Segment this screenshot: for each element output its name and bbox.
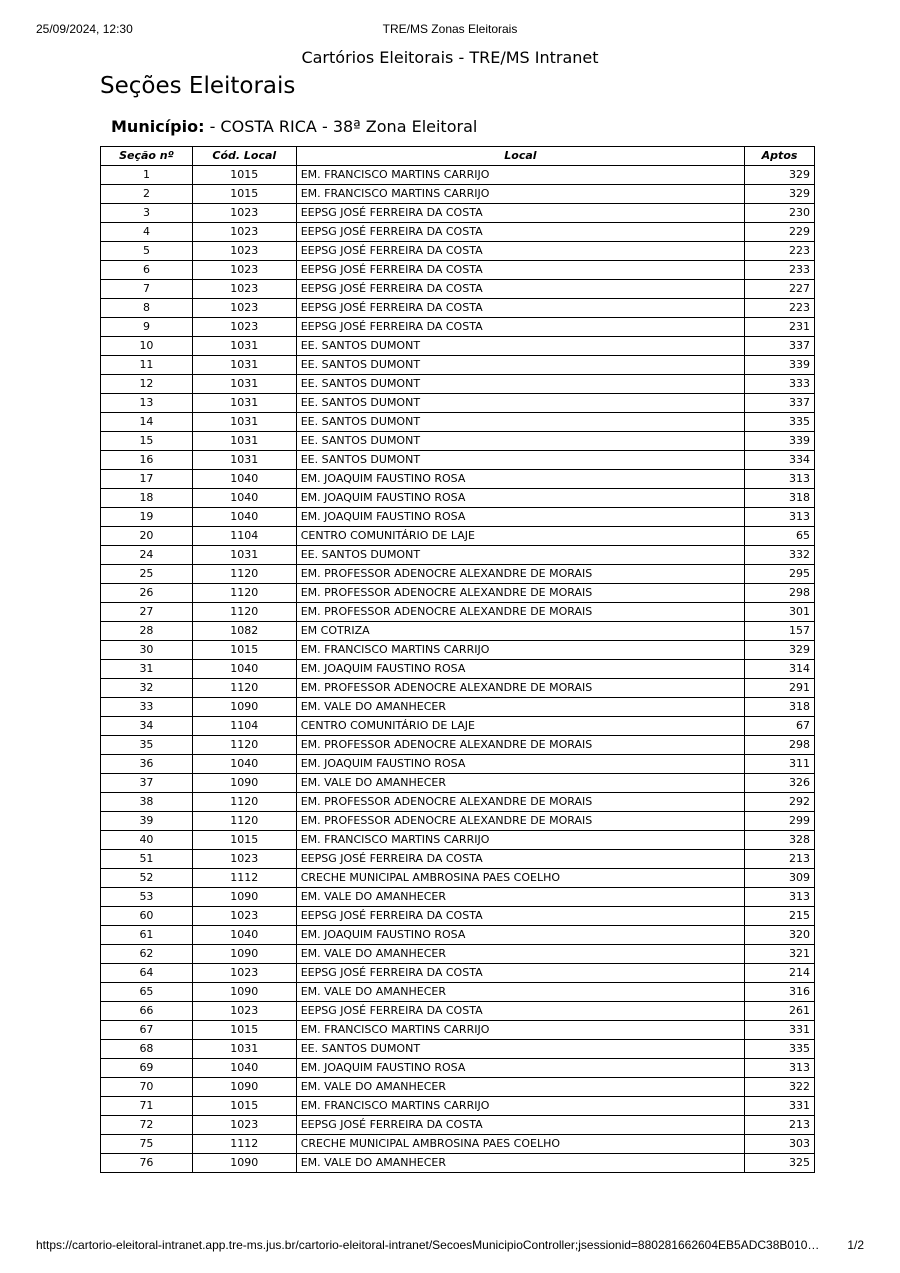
table-row [101, 736, 815, 755]
cell-cod-local: 1031 [192, 432, 296, 451]
table-body [101, 166, 815, 1173]
cell-local: EM. PROFESSOR ADENOCRE ALEXANDRE DE MORAIS [296, 565, 744, 584]
cell-secao: 12 [101, 375, 193, 394]
cell-aptos: 326 [745, 774, 815, 793]
cell-cod-local: 1112 [192, 869, 296, 888]
cell-cod-local: 1031 [192, 1040, 296, 1059]
cell-local: EM. JOAQUIM FAUSTINO ROSA [296, 470, 744, 489]
table-row [101, 641, 815, 660]
cell-aptos: 337 [745, 337, 815, 356]
cell-secao: 40 [101, 831, 193, 850]
cell-secao: 62 [101, 945, 193, 964]
cell-cod-local: 1090 [192, 1154, 296, 1173]
cell-secao: 34 [101, 717, 193, 736]
cell-local: EM. VALE DO AMANHECER [296, 698, 744, 717]
cell-aptos: 337 [745, 394, 815, 413]
header-local: Local [296, 147, 744, 166]
cell-secao: 38 [101, 793, 193, 812]
table-row [101, 717, 815, 736]
cell-local: EEPSG JOSÉ FERREIRA DA COSTA [296, 907, 744, 926]
municipio-value: - COSTA RICA - 38ª Zona Eleitoral [204, 117, 478, 136]
cell-local: EM. VALE DO AMANHECER [296, 1078, 744, 1097]
cell-aptos: 303 [745, 1135, 815, 1154]
cell-secao: 20 [101, 527, 193, 546]
cell-cod-local: 1040 [192, 470, 296, 489]
cell-secao: 9 [101, 318, 193, 337]
cell-cod-local: 1090 [192, 1078, 296, 1097]
cell-aptos: 339 [745, 356, 815, 375]
table-row [101, 831, 815, 850]
cell-cod-local: 1031 [192, 394, 296, 413]
table-row [101, 451, 815, 470]
municipio-line [111, 117, 477, 136]
cell-cod-local: 1040 [192, 508, 296, 527]
cell-aptos: 311 [745, 755, 815, 774]
cell-secao: 33 [101, 698, 193, 717]
cell-cod-local: 1040 [192, 1059, 296, 1078]
cell-secao: 13 [101, 394, 193, 413]
cell-aptos: 215 [745, 907, 815, 926]
cell-cod-local: 1090 [192, 888, 296, 907]
cell-local: EEPSG JOSÉ FERREIRA DA COSTA [296, 280, 744, 299]
cell-secao: 72 [101, 1116, 193, 1135]
cell-local: EE. SANTOS DUMONT [296, 337, 744, 356]
cell-secao: 37 [101, 774, 193, 793]
table-row [101, 812, 815, 831]
cell-secao: 28 [101, 622, 193, 641]
cell-cod-local: 1082 [192, 622, 296, 641]
table-row [101, 850, 815, 869]
table-row [101, 945, 815, 964]
table-row [101, 1135, 815, 1154]
table-row [101, 166, 815, 185]
cell-local: EM. VALE DO AMANHECER [296, 774, 744, 793]
cell-local: EE. SANTOS DUMONT [296, 375, 744, 394]
print-url: https://cartorio-eleitoral-intranet.app.tre-ms.jus.br/cartorio-eleitoral-intranet/SecoesMunicipioController;jsessionid=880281662604EB5ADC38B010… [36, 1238, 820, 1252]
page-title: Seções Eleitorais [100, 73, 296, 99]
cell-secao: 2 [101, 185, 193, 204]
cell-local: EM. PROFESSOR ADENOCRE ALEXANDRE DE MORAIS [296, 584, 744, 603]
cell-secao: 10 [101, 337, 193, 356]
cell-local: EE. SANTOS DUMONT [296, 356, 744, 375]
cell-local: EM. PROFESSOR ADENOCRE ALEXANDRE DE MORAIS [296, 736, 744, 755]
table-row [101, 1154, 815, 1173]
cell-cod-local: 1090 [192, 698, 296, 717]
cell-local: EM. VALE DO AMANHECER [296, 945, 744, 964]
cell-aptos: 331 [745, 1021, 815, 1040]
cell-local: EM. PROFESSOR ADENOCRE ALEXANDRE DE MORAIS [296, 679, 744, 698]
cell-aptos: 233 [745, 261, 815, 280]
cell-secao: 64 [101, 964, 193, 983]
cell-secao: 66 [101, 1002, 193, 1021]
cell-aptos: 314 [745, 660, 815, 679]
cell-cod-local: 1023 [192, 280, 296, 299]
cell-cod-local: 1104 [192, 717, 296, 736]
cell-local: EE. SANTOS DUMONT [296, 451, 744, 470]
cell-secao: 31 [101, 660, 193, 679]
cell-cod-local: 1023 [192, 318, 296, 337]
table-row [101, 185, 815, 204]
cell-secao: 7 [101, 280, 193, 299]
cell-cod-local: 1015 [192, 831, 296, 850]
cell-secao: 70 [101, 1078, 193, 1097]
cell-cod-local: 1031 [192, 546, 296, 565]
cell-local: EM. FRANCISCO MARTINS CARRIJO [296, 641, 744, 660]
cell-local: EEPSG JOSÉ FERREIRA DA COSTA [296, 261, 744, 280]
cell-cod-local: 1112 [192, 1135, 296, 1154]
municipio-label: Município: [111, 117, 205, 136]
cell-cod-local: 1120 [192, 679, 296, 698]
cell-local: EEPSG JOSÉ FERREIRA DA COSTA [296, 318, 744, 337]
cell-aptos: 329 [745, 641, 815, 660]
cell-cod-local: 1090 [192, 983, 296, 1002]
table-row [101, 280, 815, 299]
cell-cod-local: 1040 [192, 926, 296, 945]
cell-secao: 76 [101, 1154, 193, 1173]
cell-cod-local: 1090 [192, 945, 296, 964]
cell-cod-local: 1015 [192, 1021, 296, 1040]
cell-local: EEPSG JOSÉ FERREIRA DA COSTA [296, 204, 744, 223]
cell-aptos: 313 [745, 470, 815, 489]
cell-secao: 52 [101, 869, 193, 888]
cell-secao: 30 [101, 641, 193, 660]
cell-aptos: 331 [745, 1097, 815, 1116]
cell-aptos: 313 [745, 1059, 815, 1078]
print-header [36, 22, 864, 38]
cell-cod-local: 1023 [192, 242, 296, 261]
cell-secao: 25 [101, 565, 193, 584]
cell-local: EE. SANTOS DUMONT [296, 432, 744, 451]
cell-local: CENTRO COMUNITÁRIO DE LAJE [296, 717, 744, 736]
cell-aptos: 329 [745, 166, 815, 185]
header-secao: Seção nº [101, 147, 193, 166]
cell-secao: 11 [101, 356, 193, 375]
cell-cod-local: 1023 [192, 261, 296, 280]
cell-secao: 15 [101, 432, 193, 451]
cell-cod-local: 1015 [192, 1097, 296, 1116]
cell-aptos: 313 [745, 888, 815, 907]
cell-cod-local: 1120 [192, 812, 296, 831]
cell-cod-local: 1023 [192, 204, 296, 223]
cell-aptos: 223 [745, 299, 815, 318]
cell-aptos: 322 [745, 1078, 815, 1097]
table-row [101, 698, 815, 717]
table-row [101, 527, 815, 546]
cell-local: EM COTRIZA [296, 622, 744, 641]
table-row [101, 508, 815, 527]
table-row [101, 470, 815, 489]
table-row [101, 1078, 815, 1097]
table-row [101, 318, 815, 337]
cell-aptos: 309 [745, 869, 815, 888]
table-row [101, 622, 815, 641]
cell-local: EEPSG JOSÉ FERREIRA DA COSTA [296, 1116, 744, 1135]
cell-cod-local: 1023 [192, 850, 296, 869]
cell-local: EM. JOAQUIM FAUSTINO ROSA [296, 755, 744, 774]
table-row [101, 337, 815, 356]
cell-aptos: 261 [745, 1002, 815, 1021]
cell-local: EM. VALE DO AMANHECER [296, 888, 744, 907]
cell-local: CRECHE MUNICIPAL AMBROSINA PAES COELHO [296, 1135, 744, 1154]
table-row [101, 261, 815, 280]
cell-cod-local: 1015 [192, 185, 296, 204]
cell-cod-local: 1031 [192, 337, 296, 356]
cell-aptos: 334 [745, 451, 815, 470]
cell-secao: 5 [101, 242, 193, 261]
table-row [101, 660, 815, 679]
table-row [101, 869, 815, 888]
table-row [101, 774, 815, 793]
table-row [101, 1059, 815, 1078]
table-row [101, 489, 815, 508]
cell-aptos: 223 [745, 242, 815, 261]
table-header-row [101, 147, 815, 166]
cell-aptos: 329 [745, 185, 815, 204]
table-row [101, 1116, 815, 1135]
cell-secao: 71 [101, 1097, 193, 1116]
cell-cod-local: 1031 [192, 356, 296, 375]
cell-cod-local: 1015 [192, 641, 296, 660]
cell-cod-local: 1015 [192, 166, 296, 185]
print-title: TRE/MS Zonas Eleitorais [382, 22, 518, 36]
cell-cod-local: 1120 [192, 584, 296, 603]
table-row [101, 204, 815, 223]
print-datetime: 25/09/2024, 12:30 [36, 22, 133, 36]
cell-secao: 60 [101, 907, 193, 926]
cell-local: EM. FRANCISCO MARTINS CARRIJO [296, 1097, 744, 1116]
cell-aptos: 339 [745, 432, 815, 451]
table-row [101, 1040, 815, 1059]
cell-secao: 4 [101, 223, 193, 242]
cell-cod-local: 1023 [192, 299, 296, 318]
cell-cod-local: 1040 [192, 660, 296, 679]
cell-secao: 36 [101, 755, 193, 774]
table-row [101, 1021, 815, 1040]
table-row [101, 964, 815, 983]
cell-secao: 67 [101, 1021, 193, 1040]
cell-secao: 61 [101, 926, 193, 945]
table-row [101, 546, 815, 565]
table-row [101, 926, 815, 945]
cell-cod-local: 1023 [192, 964, 296, 983]
cell-aptos: 214 [745, 964, 815, 983]
cell-local: CRECHE MUNICIPAL AMBROSINA PAES COELHO [296, 869, 744, 888]
table-row [101, 356, 815, 375]
cell-cod-local: 1031 [192, 413, 296, 432]
cell-cod-local: 1120 [192, 603, 296, 622]
cell-secao: 1 [101, 166, 193, 185]
cell-local: EM. FRANCISCO MARTINS CARRIJO [296, 185, 744, 204]
cell-secao: 65 [101, 983, 193, 1002]
cell-local: EE. SANTOS DUMONT [296, 1040, 744, 1059]
cell-aptos: 318 [745, 698, 815, 717]
cell-aptos: 292 [745, 793, 815, 812]
cell-local: EEPSG JOSÉ FERREIRA DA COSTA [296, 299, 744, 318]
cell-cod-local: 1023 [192, 907, 296, 926]
cell-local: EE. SANTOS DUMONT [296, 394, 744, 413]
table-row [101, 375, 815, 394]
table-row [101, 242, 815, 261]
cell-secao: 8 [101, 299, 193, 318]
cell-aptos: 298 [745, 736, 815, 755]
cell-secao: 51 [101, 850, 193, 869]
cell-secao: 17 [101, 470, 193, 489]
table-row [101, 907, 815, 926]
cell-secao: 27 [101, 603, 193, 622]
cell-local: EEPSG JOSÉ FERREIRA DA COSTA [296, 1002, 744, 1021]
cell-aptos: 213 [745, 1116, 815, 1135]
cell-cod-local: 1023 [192, 223, 296, 242]
cell-local: EE. SANTOS DUMONT [296, 413, 744, 432]
cell-cod-local: 1040 [192, 489, 296, 508]
table-row [101, 565, 815, 584]
cell-aptos: 333 [745, 375, 815, 394]
print-page-number: 1/2 [847, 1238, 864, 1252]
cell-aptos: 325 [745, 1154, 815, 1173]
cell-aptos: 299 [745, 812, 815, 831]
cell-aptos: 298 [745, 584, 815, 603]
table-row [101, 432, 815, 451]
cell-aptos: 328 [745, 831, 815, 850]
cell-local: EM. PROFESSOR ADENOCRE ALEXANDRE DE MORAIS [296, 603, 744, 622]
table-row [101, 603, 815, 622]
cell-aptos: 320 [745, 926, 815, 945]
cell-secao: 69 [101, 1059, 193, 1078]
cell-secao: 19 [101, 508, 193, 527]
cell-aptos: 295 [745, 565, 815, 584]
table-row [101, 1097, 815, 1116]
header-cod-local: Cód. Local [192, 147, 296, 166]
table-row [101, 584, 815, 603]
table-row [101, 888, 815, 907]
cell-aptos: 230 [745, 204, 815, 223]
cell-secao: 14 [101, 413, 193, 432]
cell-local: EM. VALE DO AMANHECER [296, 983, 744, 1002]
cell-local: EEPSG JOSÉ FERREIRA DA COSTA [296, 223, 744, 242]
cell-secao: 16 [101, 451, 193, 470]
cell-local: EM. JOAQUIM FAUSTINO ROSA [296, 926, 744, 945]
cell-local: EM. FRANCISCO MARTINS CARRIJO [296, 166, 744, 185]
table-row [101, 394, 815, 413]
table-row [101, 755, 815, 774]
cell-aptos: 301 [745, 603, 815, 622]
cell-aptos: 332 [745, 546, 815, 565]
cell-cod-local: 1120 [192, 793, 296, 812]
cell-secao: 6 [101, 261, 193, 280]
cell-secao: 24 [101, 546, 193, 565]
cell-cod-local: 1023 [192, 1116, 296, 1135]
cell-cod-local: 1090 [192, 774, 296, 793]
cell-cod-local: 1104 [192, 527, 296, 546]
cell-local: EEPSG JOSÉ FERREIRA DA COSTA [296, 964, 744, 983]
cell-secao: 53 [101, 888, 193, 907]
cell-local: EEPSG JOSÉ FERREIRA DA COSTA [296, 242, 744, 261]
table-row [101, 413, 815, 432]
cell-secao: 18 [101, 489, 193, 508]
cell-local: CENTRO COMUNITÁRIO DE LAJE [296, 527, 744, 546]
cell-secao: 68 [101, 1040, 193, 1059]
cell-aptos: 335 [745, 413, 815, 432]
site-title: Cartórios Eleitorais - TRE/MS Intranet [301, 48, 599, 67]
cell-local: EEPSG JOSÉ FERREIRA DA COSTA [296, 850, 744, 869]
cell-cod-local: 1023 [192, 1002, 296, 1021]
cell-local: EM. JOAQUIM FAUSTINO ROSA [296, 508, 744, 527]
header-aptos: Aptos [745, 147, 815, 166]
cell-aptos: 213 [745, 850, 815, 869]
cell-aptos: 318 [745, 489, 815, 508]
cell-secao: 39 [101, 812, 193, 831]
table-row [101, 679, 815, 698]
cell-aptos: 65 [745, 527, 815, 546]
cell-aptos: 229 [745, 223, 815, 242]
cell-aptos: 231 [745, 318, 815, 337]
cell-aptos: 157 [745, 622, 815, 641]
cell-cod-local: 1120 [192, 736, 296, 755]
cell-aptos: 321 [745, 945, 815, 964]
cell-aptos: 335 [745, 1040, 815, 1059]
cell-secao: 3 [101, 204, 193, 223]
cell-secao: 35 [101, 736, 193, 755]
cell-secao: 26 [101, 584, 193, 603]
cell-cod-local: 1031 [192, 451, 296, 470]
table-row [101, 983, 815, 1002]
cell-local: EM. JOAQUIM FAUSTINO ROSA [296, 489, 744, 508]
cell-cod-local: 1040 [192, 755, 296, 774]
cell-aptos: 227 [745, 280, 815, 299]
cell-local: EM. VALE DO AMANHECER [296, 1154, 744, 1173]
cell-local: EM. PROFESSOR ADENOCRE ALEXANDRE DE MORAIS [296, 812, 744, 831]
cell-cod-local: 1031 [192, 375, 296, 394]
cell-aptos: 313 [745, 508, 815, 527]
cell-local: EM. FRANCISCO MARTINS CARRIJO [296, 831, 744, 850]
cell-aptos: 291 [745, 679, 815, 698]
table-row [101, 223, 815, 242]
cell-local: EM. JOAQUIM FAUSTINO ROSA [296, 1059, 744, 1078]
cell-cod-local: 1120 [192, 565, 296, 584]
cell-local: EM. FRANCISCO MARTINS CARRIJO [296, 1021, 744, 1040]
cell-aptos: 67 [745, 717, 815, 736]
secoes-table [100, 146, 815, 1173]
cell-local: EE. SANTOS DUMONT [296, 546, 744, 565]
table-row [101, 299, 815, 318]
cell-local: EM. PROFESSOR ADENOCRE ALEXANDRE DE MORAIS [296, 793, 744, 812]
print-footer [36, 1238, 864, 1254]
cell-secao: 32 [101, 679, 193, 698]
cell-local: EM. JOAQUIM FAUSTINO ROSA [296, 660, 744, 679]
table-row [101, 1002, 815, 1021]
table-row [101, 793, 815, 812]
cell-aptos: 316 [745, 983, 815, 1002]
cell-secao: 75 [101, 1135, 193, 1154]
